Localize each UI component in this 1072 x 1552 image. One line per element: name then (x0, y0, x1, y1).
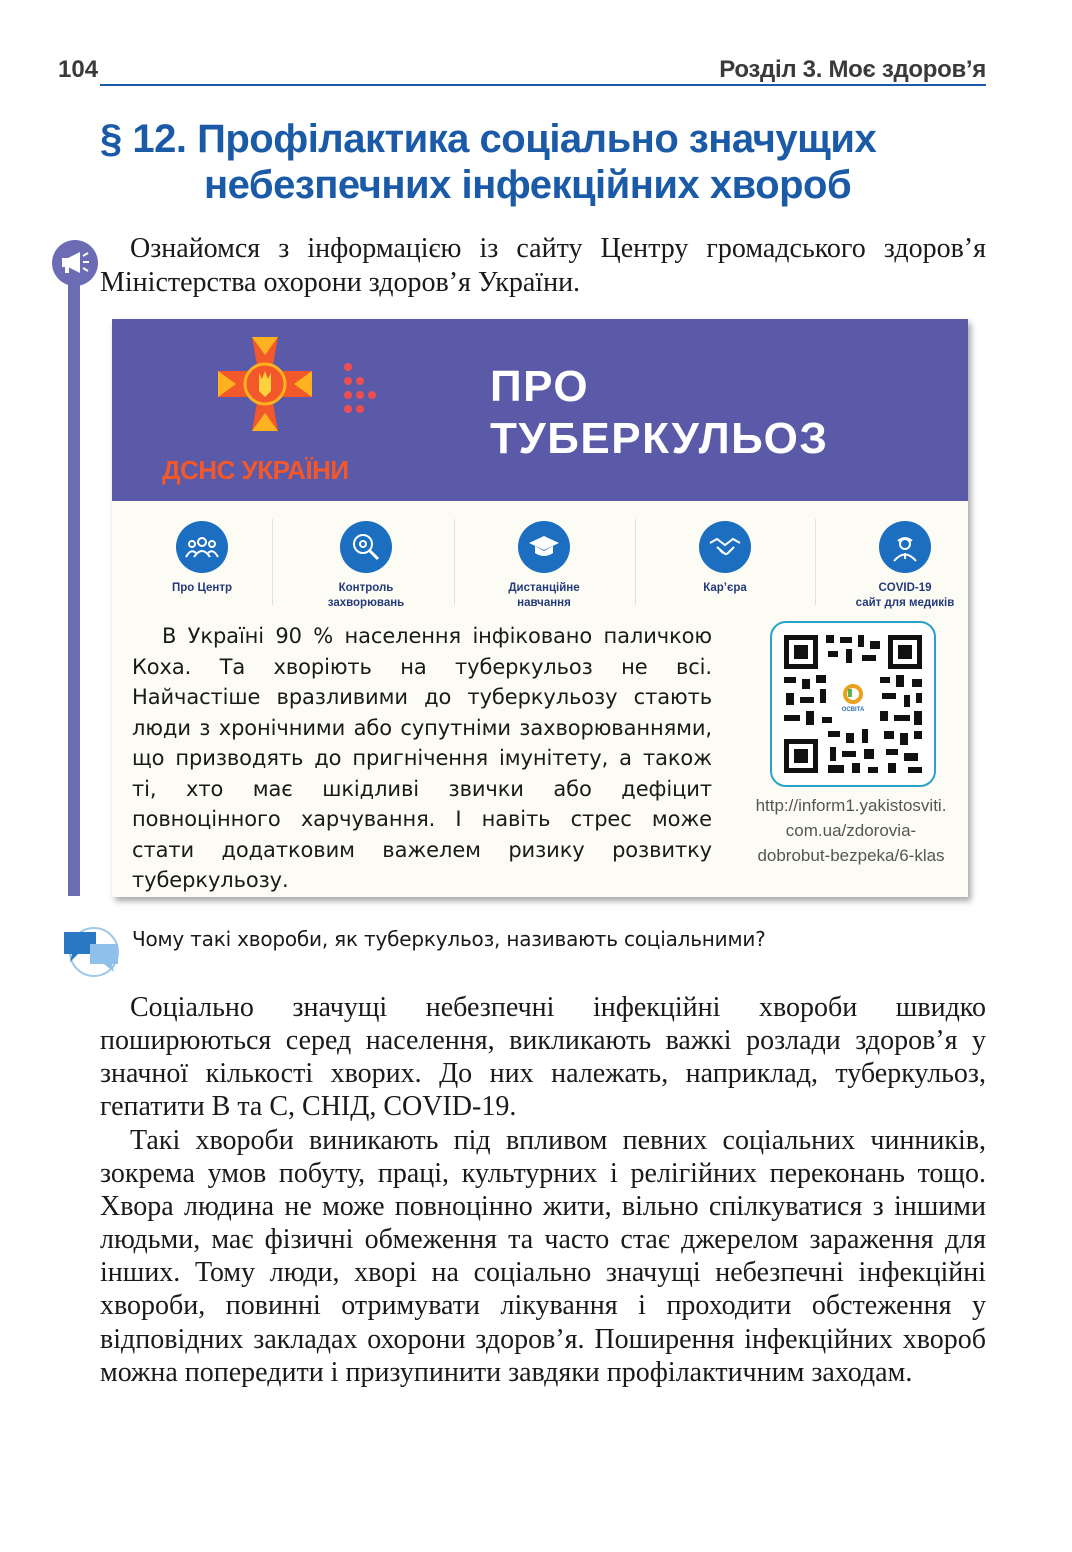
section-title-line2: небезпечних інфекційних хвороб (204, 163, 852, 207)
nav-label-line2: сайт для медиків (855, 597, 955, 609)
dsns-cross-emblem (216, 335, 314, 433)
qr-badge-text: ОСВІТА (841, 707, 865, 713)
dot-pattern-icon (340, 361, 380, 421)
megaphone-icon (52, 240, 98, 286)
body-paragraph-1: Соціально значущі небезпечні інфекційні хвороби швидко поширюються серед населення, викликають важкі розлади здоров’я у значної кількості хворих. До них належать, наприклад, туберкульоз, гепатити В та С, СНІД, COVID-19. (100, 992, 986, 1123)
qr-url-line1: http://inform1.yakistosviti. (755, 796, 947, 815)
qr-url-line3: dobrobut-bezpeka/6-klas (757, 846, 945, 865)
nav-label-line2: навчання (517, 597, 571, 609)
speech-bubbles-icon (62, 924, 122, 978)
intro-text: Ознайомся з інформацією із сайту Центру громадського здоров’я Міністерства охорони здоров’я України. (100, 233, 986, 298)
site-navigation (112, 509, 968, 613)
nav-label: Дистанційне (508, 582, 580, 594)
infographic-banner (112, 319, 968, 501)
doctor-icon (879, 521, 931, 573)
qr-code-icon (772, 623, 934, 785)
running-head: Розділ 3. Моє здоров’я (719, 56, 986, 83)
banner-title-line2: ТУБЕРКУЛЬОЗ (490, 414, 829, 463)
banner-title-line1: ПРО (490, 362, 590, 411)
discussion-question: Чому такі хвороби, як туберкульоз, називають соціальними? (132, 927, 766, 951)
header-rule (100, 84, 986, 86)
qr-code[interactable] (770, 621, 936, 787)
qr-url[interactable] (740, 793, 962, 868)
qr-url-line2: com.ua/zdorovia- (785, 821, 917, 840)
nav-label: Контроль (338, 582, 394, 594)
dsns-logo-text: ДСНС УКРАЇНИ (162, 455, 349, 485)
nav-label: Кар’єра (703, 582, 747, 594)
nav-item-covid[interactable] (815, 509, 995, 611)
tuberculosis-infographic (112, 319, 968, 897)
section-title-line1: § 12. Профілактика соціально значущих (100, 117, 877, 161)
virus-search-icon (340, 521, 392, 573)
banner-title (490, 361, 828, 465)
nav-divider (272, 519, 273, 605)
people-icon (176, 521, 228, 573)
section-title (100, 116, 980, 208)
nav-item-career[interactable] (635, 509, 815, 596)
nav-label: COVID-19 (878, 582, 932, 594)
handshake-icon (699, 521, 751, 573)
nav-item-about[interactable] (112, 509, 292, 596)
side-accent-bar (68, 262, 80, 896)
nav-label-line2: захворювань (327, 597, 405, 609)
tuberculosis-info-text: В Україні 90 % населення інфіковано паличкою Коха. Та хворіють на туберкульоз не всі. Найчастіше вразливими до туберкульозу стають люди з хронічними або супутніми захворюваннями, що призводять до пригнічення імунітету, а також ті, хто має шкідливі звички або дефіцит повноцінного харчування. І навіть стрес може стати додатковим важелем ризику розвитку туберкульозу. (132, 624, 712, 892)
page-number: 104 (58, 56, 99, 83)
graduation-cap-icon (518, 521, 570, 573)
nav-label: Про Центр (171, 582, 233, 594)
nav-item-disease-control[interactable] (276, 509, 456, 611)
nav-item-distance-learning[interactable] (454, 509, 634, 611)
body-paragraph-2: Такі хвороби виникають під впливом певних соціальних чинників, зокрема умов побуту, праці, культурних і релігійних переконань тощо. Хвора людина не може повноцінно жити, вільно спілкуватися з іншими людьми, має фізичні обмеження та часто стає джерелом зараження для інших. Тому люди, хворі на соціально значущі небезпечні інфекційні хвороби, повинні отримувати лікування і проходити обстеження у відповідних закладах охорони здоров’я. Поширення інфекційних хвороб можна попередити і призупинити завдяки профілактичним заходам. (100, 1125, 986, 1388)
